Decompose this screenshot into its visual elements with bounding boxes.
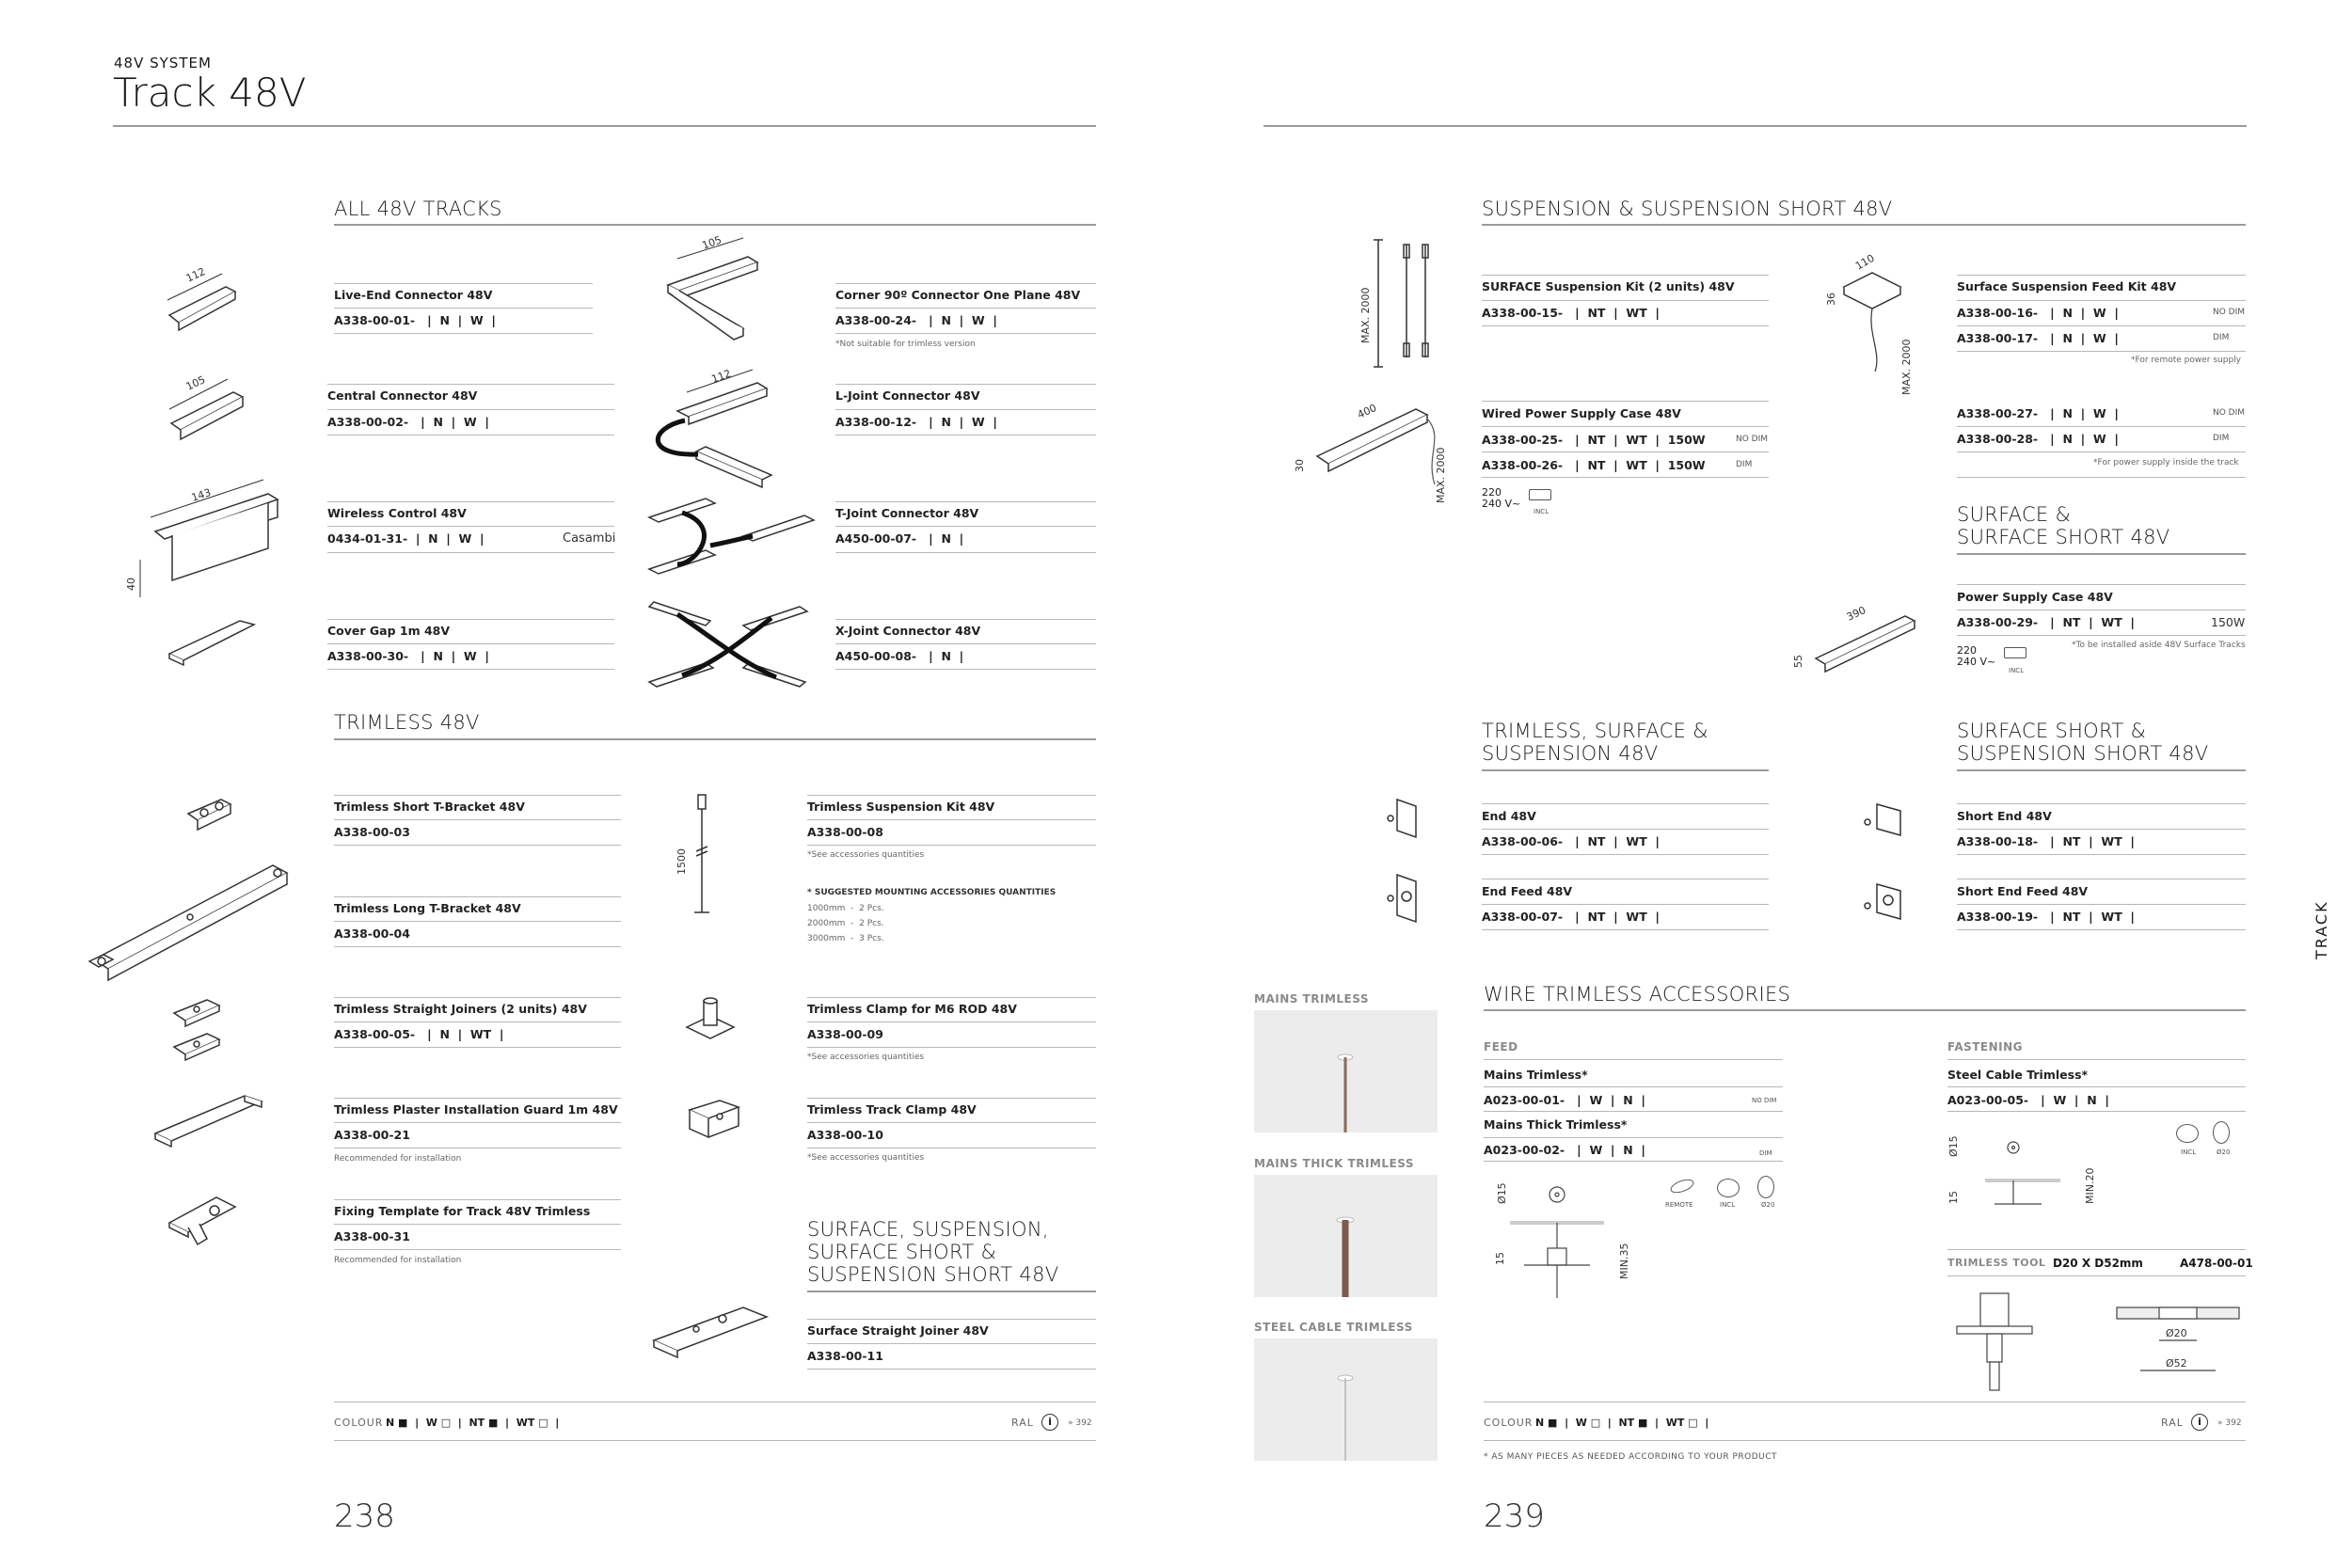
plug-icon bbox=[2004, 647, 2026, 658]
dim-label: MIN.20 bbox=[2084, 1167, 2096, 1204]
dim-label: 112 bbox=[709, 367, 733, 386]
item-name: T-Joint Connector 48V bbox=[835, 506, 979, 520]
divider bbox=[1947, 1086, 2246, 1087]
x-joint-connector-drawing bbox=[640, 597, 818, 701]
divider bbox=[1957, 929, 2246, 930]
item-name: Steel Cable Trimless* bbox=[1947, 1068, 2089, 1082]
colour-swatches: N ■ | W □ | NT ■ | WT □ | bbox=[1535, 1417, 1709, 1429]
item-code: A338-00-17- | N | W | bbox=[1957, 331, 2119, 345]
item-code: A338-00-24- | N | W | bbox=[835, 313, 997, 327]
trimless-tool-drawing bbox=[1947, 1289, 2051, 1397]
divider bbox=[1947, 1249, 2246, 1250]
divider bbox=[807, 1343, 1096, 1344]
item-note: *See accessories quantities bbox=[807, 850, 925, 860]
section-title-surface-short: SURFACE SHORT 48V bbox=[1957, 526, 2170, 548]
section-title-surface: SURFACE SHORT & bbox=[807, 1241, 997, 1263]
item-note: Recommended for installation bbox=[334, 1256, 462, 1265]
divider bbox=[835, 409, 1096, 410]
item-name: End 48V bbox=[1482, 809, 1536, 823]
dim-label: 105 bbox=[183, 373, 208, 393]
section-rule bbox=[1484, 1009, 2246, 1011]
item-name: Surface Straight Joiner 48V bbox=[807, 1323, 989, 1338]
item-name: Trimless Plaster Installation Guard 1m 48V bbox=[334, 1102, 618, 1117]
dim-label: Ø20 bbox=[2166, 1327, 2187, 1339]
item-note: *For power supply inside the track bbox=[2093, 458, 2239, 467]
divider bbox=[1947, 1111, 2246, 1112]
photo-label: MAINS TRIMLESS bbox=[1254, 992, 1369, 1006]
divider bbox=[1484, 1111, 1783, 1112]
page-number-left: 238 bbox=[334, 1497, 395, 1535]
divider bbox=[1482, 829, 1769, 830]
quantities-row: 3000mm - 3 Pcs. bbox=[807, 934, 884, 943]
item-name: Cover Gap 1m 48V bbox=[327, 624, 451, 638]
colour-swatches: N ■ | W □ | NT ■ | WT □ | bbox=[386, 1417, 560, 1429]
divider bbox=[334, 845, 621, 846]
item-code: A450-00-08- | N | bbox=[835, 649, 964, 663]
item-note: Recommended for installation bbox=[334, 1154, 462, 1164]
dim-label: 110 bbox=[1853, 251, 1877, 273]
tool-section-drawing bbox=[2112, 1303, 2249, 1387]
photo-label: STEEL CABLE TRIMLESS bbox=[1254, 1321, 1413, 1334]
tool-label: TRIMLESS TOOL bbox=[1947, 1257, 2046, 1269]
dim-tag: NO DIM bbox=[2213, 308, 2246, 317]
item-code: A338-00-05- | N | WT | bbox=[334, 1027, 504, 1041]
section-title-short: SURFACE SHORT & bbox=[1957, 720, 2147, 742]
clamp-m6-drawing bbox=[677, 988, 743, 1044]
footer-rule bbox=[1484, 1440, 2246, 1441]
divider bbox=[1957, 803, 2246, 804]
dim-label: 30 bbox=[1294, 459, 1306, 472]
item-wattage: 150W bbox=[2211, 615, 2246, 629]
divider bbox=[334, 997, 621, 998]
item-name: Trimless Straight Joiners (2 units) 48V bbox=[334, 1002, 587, 1016]
fastening-section-drawing bbox=[1947, 1129, 2117, 1223]
divider bbox=[835, 643, 1096, 644]
item-code: A338-00-25- | NT | WT | 150W bbox=[1482, 433, 1706, 447]
dim-label: 400 bbox=[1355, 402, 1379, 421]
divider bbox=[1484, 1059, 1783, 1060]
page-title: Track 48V bbox=[113, 70, 307, 116]
icon-label: Ø20 bbox=[1761, 1201, 1775, 1209]
divider bbox=[1947, 1059, 2246, 1060]
section-title-trimless-surface: TRIMLESS, SURFACE & bbox=[1482, 720, 1708, 742]
divider bbox=[1482, 300, 1769, 301]
section-title-short: SUSPENSION SHORT 48V bbox=[1957, 742, 2209, 765]
divider bbox=[835, 501, 1096, 502]
item-name: Wired Power Supply Case 48V bbox=[1482, 406, 1681, 420]
item-code: A023-00-02- | W | N | bbox=[1484, 1143, 1645, 1157]
live-end-connector-drawing bbox=[160, 265, 245, 343]
short-t-bracket-drawing bbox=[183, 790, 240, 837]
section-title-surface: SUSPENSION SHORT 48V bbox=[807, 1263, 1059, 1286]
divider bbox=[1957, 426, 2246, 427]
item-code: A338-00-12- | N | W | bbox=[835, 415, 997, 429]
diameter-icon bbox=[2213, 1121, 2230, 1144]
item-name: Trimless Short T-Bracket 48V bbox=[334, 800, 525, 814]
dim-tag: NO DIM bbox=[1736, 435, 1769, 444]
incl-icon bbox=[2176, 1124, 2199, 1143]
item-name: SURFACE Suspension Kit (2 units) 48V bbox=[1482, 279, 1735, 293]
item-code: A023-00-01- | W | N | bbox=[1484, 1093, 1645, 1107]
dim-label: 1500 bbox=[675, 848, 688, 875]
section-rule bbox=[1482, 224, 2246, 226]
divider bbox=[835, 384, 1096, 385]
divider bbox=[1482, 401, 1769, 402]
dim-label: MAX. 2000 bbox=[1359, 287, 1372, 343]
dim-label: 36 bbox=[1825, 293, 1837, 306]
tool-spec: D20 X D52mm bbox=[2053, 1257, 2143, 1270]
divider bbox=[334, 896, 621, 897]
divider bbox=[835, 333, 1096, 334]
short-end-drawing bbox=[1858, 800, 1915, 842]
divider bbox=[807, 795, 1096, 796]
header-system: 48V SYSTEM bbox=[114, 55, 212, 71]
header-rule-left bbox=[113, 125, 1096, 127]
divider bbox=[1957, 854, 2246, 855]
divider bbox=[807, 819, 1096, 820]
divider bbox=[1957, 635, 2246, 636]
wired-supply-drawing bbox=[1294, 381, 1463, 503]
divider bbox=[327, 619, 614, 620]
section-rule bbox=[807, 1291, 1096, 1292]
item-name: Live-End Connector 48V bbox=[334, 288, 493, 302]
colour-label: COLOUR bbox=[334, 1417, 384, 1429]
dim-label: 40 bbox=[125, 578, 137, 591]
feed-kit-drawing bbox=[1825, 249, 1933, 395]
icon-label: INCL bbox=[1720, 1201, 1736, 1209]
dim-label: 15 bbox=[1947, 1191, 1960, 1204]
section-rule bbox=[334, 224, 1096, 226]
dim-tag: DIM bbox=[1759, 1149, 1772, 1157]
icon-label: REMOTE bbox=[1665, 1201, 1693, 1209]
ral-ref: » 392 bbox=[1068, 1418, 1092, 1428]
icon-label: INCL bbox=[2181, 1148, 2197, 1156]
feed-label: FEED bbox=[1484, 1040, 1518, 1053]
item-name: L-Joint Connector 48V bbox=[835, 388, 980, 403]
dim-label: MIN.35 bbox=[1618, 1243, 1630, 1279]
item-name: Trimless Suspension Kit 48V bbox=[807, 800, 995, 814]
long-t-bracket-drawing bbox=[85, 847, 301, 988]
incl-label: INCL bbox=[2009, 667, 2025, 674]
section-title-surface-short: SURFACE & bbox=[1957, 503, 2072, 526]
item-code: A338-00-09 bbox=[807, 1027, 883, 1041]
page-number-right: 239 bbox=[1484, 1497, 1545, 1535]
divider bbox=[1947, 1275, 2246, 1276]
cover-gap-drawing bbox=[165, 611, 259, 668]
end-drawing bbox=[1383, 795, 1430, 842]
section-title-trimless: TRIMLESS 48V bbox=[334, 711, 480, 734]
header-rule-right bbox=[1263, 125, 2247, 127]
item-note: *See accessories quantities bbox=[807, 1153, 925, 1163]
divider bbox=[334, 1224, 621, 1225]
mains-thick-trimless-photo bbox=[1254, 1175, 1438, 1297]
colour-label: COLOUR bbox=[1484, 1417, 1534, 1429]
section-rule bbox=[1957, 769, 2246, 771]
divider bbox=[807, 997, 1096, 998]
footer-note: * AS MANY PIECES AS NEEDED ACCORDING TO YOUR PRODUCT bbox=[1484, 1452, 1778, 1462]
section-title-all-tracks: ALL 48V TRACKS bbox=[334, 198, 502, 220]
item-code: A338-00-11 bbox=[807, 1349, 883, 1363]
plug-icon bbox=[1529, 489, 1551, 500]
divider bbox=[334, 283, 593, 284]
item-name: Mains Trimless* bbox=[1484, 1068, 1588, 1082]
item-code: A338-00-19- | NT | WT | bbox=[1957, 910, 2135, 924]
icon-label: Ø20 bbox=[2217, 1148, 2231, 1156]
diameter-icon bbox=[1757, 1176, 1774, 1198]
quantities-row: 2000mm - 2 Pcs. bbox=[807, 919, 884, 928]
divider bbox=[835, 552, 1096, 553]
section-rule bbox=[334, 738, 1096, 740]
t-joint-connector-drawing bbox=[640, 489, 818, 583]
feed-section-drawing bbox=[1496, 1180, 1646, 1303]
fixing-template-drawing bbox=[160, 1190, 245, 1256]
incl-label: INCL bbox=[1534, 508, 1549, 515]
item-code: A450-00-07- | N | bbox=[835, 531, 964, 546]
divider bbox=[1482, 929, 1769, 930]
divider bbox=[835, 283, 1096, 284]
suspension-kit-drawing bbox=[677, 790, 734, 922]
dim-tag: DIM bbox=[2213, 333, 2230, 342]
divider bbox=[327, 435, 614, 436]
steel-cable-trimless-photo bbox=[1254, 1338, 1438, 1461]
item-code: A338-00-02- | N | W | bbox=[327, 415, 489, 429]
divider bbox=[1484, 1086, 1783, 1087]
item-code: A338-00-18- | NT | WT | bbox=[1957, 834, 2135, 848]
item-code: A338-00-31 bbox=[334, 1229, 410, 1243]
divider bbox=[327, 643, 614, 644]
wireless-control-drawing bbox=[127, 466, 292, 607]
item-code: A338-00-03 bbox=[334, 825, 410, 839]
quantities-row: 1000mm - 2 Pcs. bbox=[807, 904, 884, 913]
divider bbox=[334, 1098, 621, 1099]
divider bbox=[835, 435, 1096, 436]
plaster-guard-drawing bbox=[151, 1086, 273, 1152]
voltage: 220 240 V~ bbox=[1957, 644, 1996, 668]
item-note: *For remote power supply bbox=[2131, 356, 2241, 365]
item-code: A338-00-08 bbox=[807, 825, 883, 839]
item-name: Power Supply Case 48V bbox=[1957, 590, 2113, 604]
divider bbox=[835, 619, 1096, 620]
divider bbox=[327, 552, 614, 553]
divider bbox=[334, 308, 593, 309]
divider bbox=[1482, 275, 1769, 276]
footer-rule bbox=[334, 1440, 1096, 1441]
dim-label: 15 bbox=[1494, 1252, 1506, 1265]
dim-tag: NO DIM bbox=[2213, 408, 2246, 418]
dim-label: Ø15 bbox=[1496, 1182, 1508, 1204]
fastening-label: FASTENING bbox=[1947, 1040, 2024, 1053]
divider bbox=[334, 1122, 621, 1123]
divider bbox=[807, 845, 1096, 846]
section-rule bbox=[1957, 553, 2246, 555]
divider bbox=[327, 669, 614, 670]
info-icon[interactable]: i bbox=[1041, 1414, 1058, 1431]
item-code: A338-00-30- | N | W | bbox=[327, 649, 489, 663]
divider bbox=[1482, 854, 1769, 855]
divider bbox=[327, 501, 614, 502]
remote-icon bbox=[1669, 1177, 1696, 1196]
item-name: Trimless Long T-Bracket 48V bbox=[334, 901, 521, 915]
item-code: A338-00-28- | N | W | bbox=[1957, 432, 2119, 446]
section-title-surface: SURFACE, SUSPENSION, bbox=[807, 1218, 1049, 1241]
item-code: A338-00-21 bbox=[334, 1128, 410, 1142]
section-rule bbox=[1482, 769, 1769, 771]
divider bbox=[1484, 1137, 1783, 1138]
dim-label: 55 bbox=[1792, 655, 1804, 668]
divider bbox=[807, 1047, 1096, 1048]
corner-connector-drawing bbox=[640, 230, 781, 353]
divider bbox=[1482, 477, 1769, 478]
item-name: Short End Feed 48V bbox=[1957, 884, 2089, 898]
divider bbox=[1957, 584, 2246, 585]
dim-label: 105 bbox=[700, 233, 723, 252]
item-code: 0434-01-31- | N | W | bbox=[327, 531, 485, 546]
dim-label: Ø15 bbox=[1947, 1135, 1960, 1157]
item-note: *See accessories quantities bbox=[807, 1053, 925, 1062]
dim-tag: DIM bbox=[1736, 460, 1753, 469]
section-title-trimless-surface: SUSPENSION 48V bbox=[1482, 742, 1659, 765]
divider bbox=[1482, 451, 1769, 452]
dim-label: MAX. 2000 bbox=[1435, 447, 1447, 503]
divider bbox=[1957, 477, 2246, 478]
incl-icon bbox=[1717, 1179, 1740, 1197]
section-title-wire: WIRE TRIMLESS ACCESSORIES bbox=[1484, 983, 1791, 1006]
short-end-feed-drawing bbox=[1858, 879, 1915, 927]
divider bbox=[334, 1047, 621, 1048]
track-clamp-drawing bbox=[682, 1096, 748, 1143]
item-code: A338-00-06- | NT | WT | bbox=[1482, 834, 1660, 848]
item-code: A338-00-29- | NT | WT | bbox=[1957, 615, 2135, 629]
item-name: Surface Suspension Feed Kit 48V bbox=[1957, 279, 2177, 293]
divider bbox=[807, 1319, 1096, 1320]
divider bbox=[1957, 275, 2246, 276]
item-code: A338-00-07- | NT | WT | bbox=[1482, 910, 1660, 924]
divider bbox=[1957, 351, 2246, 352]
item-name: Trimless Track Clamp 48V bbox=[807, 1102, 977, 1117]
divider bbox=[1957, 451, 2246, 452]
power-supply-case-drawing bbox=[1792, 583, 1933, 677]
divider bbox=[334, 921, 621, 922]
item-name: Mains Thick Trimless* bbox=[1484, 1117, 1628, 1132]
photo-label: MAINS THICK TRIMLESS bbox=[1254, 1157, 1414, 1170]
item-name: X-Joint Connector 48V bbox=[835, 624, 981, 638]
item-name: End Feed 48V bbox=[1482, 884, 1573, 898]
item-name: Corner 90º Connector One Plane 48V bbox=[835, 288, 1081, 302]
divider bbox=[1482, 803, 1769, 804]
dim-label: 112 bbox=[183, 265, 208, 285]
divider bbox=[1484, 1161, 1783, 1162]
divider bbox=[1957, 829, 2246, 830]
divider bbox=[334, 333, 593, 334]
divider bbox=[327, 384, 614, 385]
ral-label: RAL bbox=[2161, 1417, 2184, 1429]
item-name: Central Connector 48V bbox=[327, 388, 478, 403]
item-code: A338-00-10 bbox=[807, 1128, 883, 1142]
item-code: A338-00-04 bbox=[334, 927, 410, 941]
info-icon[interactable]: i bbox=[2191, 1414, 2208, 1431]
ral-ref: » 392 bbox=[2217, 1418, 2242, 1428]
divider bbox=[835, 308, 1096, 309]
item-note: *Not suitable for trimless version bbox=[835, 340, 976, 349]
divider bbox=[327, 526, 614, 527]
dim-label: 390 bbox=[1844, 604, 1868, 624]
item-code: A338-00-27- | N | W | bbox=[1957, 406, 2119, 420]
divider bbox=[334, 1249, 621, 1250]
item-code: A338-00-16- | N | W | bbox=[1957, 306, 2119, 320]
end-feed-drawing bbox=[1383, 870, 1430, 927]
item-name: Short End 48V bbox=[1957, 809, 2052, 823]
item-code: A338-00-26- | NT | WT | 150W bbox=[1482, 458, 1706, 472]
side-tab[interactable]: TRACK bbox=[2312, 900, 2330, 959]
divider bbox=[334, 946, 621, 947]
item-name: Wireless Control 48V bbox=[327, 506, 467, 520]
surface-straight-joiner-drawing bbox=[649, 1298, 781, 1373]
voltage: 220 240 V~ bbox=[1482, 486, 1521, 510]
item-code: A023-00-05- | W | N | bbox=[1947, 1093, 2109, 1107]
tool-code: A478-00-01 bbox=[2180, 1257, 2253, 1270]
suspension-kit-drawing bbox=[1355, 235, 1458, 376]
item-name: Fixing Template for Track 48V Trimless bbox=[334, 1204, 591, 1218]
dim-label: MAX. 2000 bbox=[1900, 339, 1913, 395]
quantities-title: * SUGGESTED MOUNTING ACCESSORIES QUANTITIES bbox=[807, 888, 1057, 897]
divider bbox=[334, 819, 621, 820]
item-note: *To be installed aside 48V Surface Tracks bbox=[2072, 641, 2246, 650]
straight-joiners-drawing bbox=[165, 992, 240, 1068]
divider bbox=[1482, 325, 1769, 326]
divider bbox=[807, 1098, 1096, 1099]
divider bbox=[327, 409, 614, 410]
l-joint-connector-drawing bbox=[640, 362, 790, 503]
ral-label: RAL bbox=[1011, 1417, 1034, 1429]
dim-tag: DIM bbox=[2213, 434, 2230, 443]
dim-label: Ø52 bbox=[2166, 1357, 2187, 1370]
central-connector-drawing bbox=[160, 372, 254, 447]
item-brand: Casambi bbox=[563, 531, 616, 546]
divider bbox=[1957, 904, 2246, 905]
dim-label: 143 bbox=[189, 486, 213, 504]
divider bbox=[835, 669, 1096, 670]
section-title-suspension: SUSPENSION & SUSPENSION SHORT 48V bbox=[1482, 198, 1893, 220]
dim-tag: NO DIM bbox=[1752, 1097, 1777, 1104]
divider bbox=[1482, 904, 1769, 905]
divider bbox=[1957, 325, 2246, 326]
divider bbox=[334, 795, 621, 796]
mains-trimless-photo bbox=[1254, 1010, 1438, 1132]
divider bbox=[807, 1369, 1096, 1370]
item-code: A338-00-01- | N | W | bbox=[334, 313, 496, 327]
item-code: A338-00-15- | NT | WT | bbox=[1482, 306, 1660, 320]
divider bbox=[835, 526, 1096, 527]
divider bbox=[1957, 300, 2246, 301]
item-name: Trimless Clamp for M6 ROD 48V bbox=[807, 1002, 1017, 1016]
divider bbox=[807, 1122, 1096, 1123]
divider bbox=[334, 1199, 621, 1200]
divider bbox=[1482, 426, 1769, 427]
